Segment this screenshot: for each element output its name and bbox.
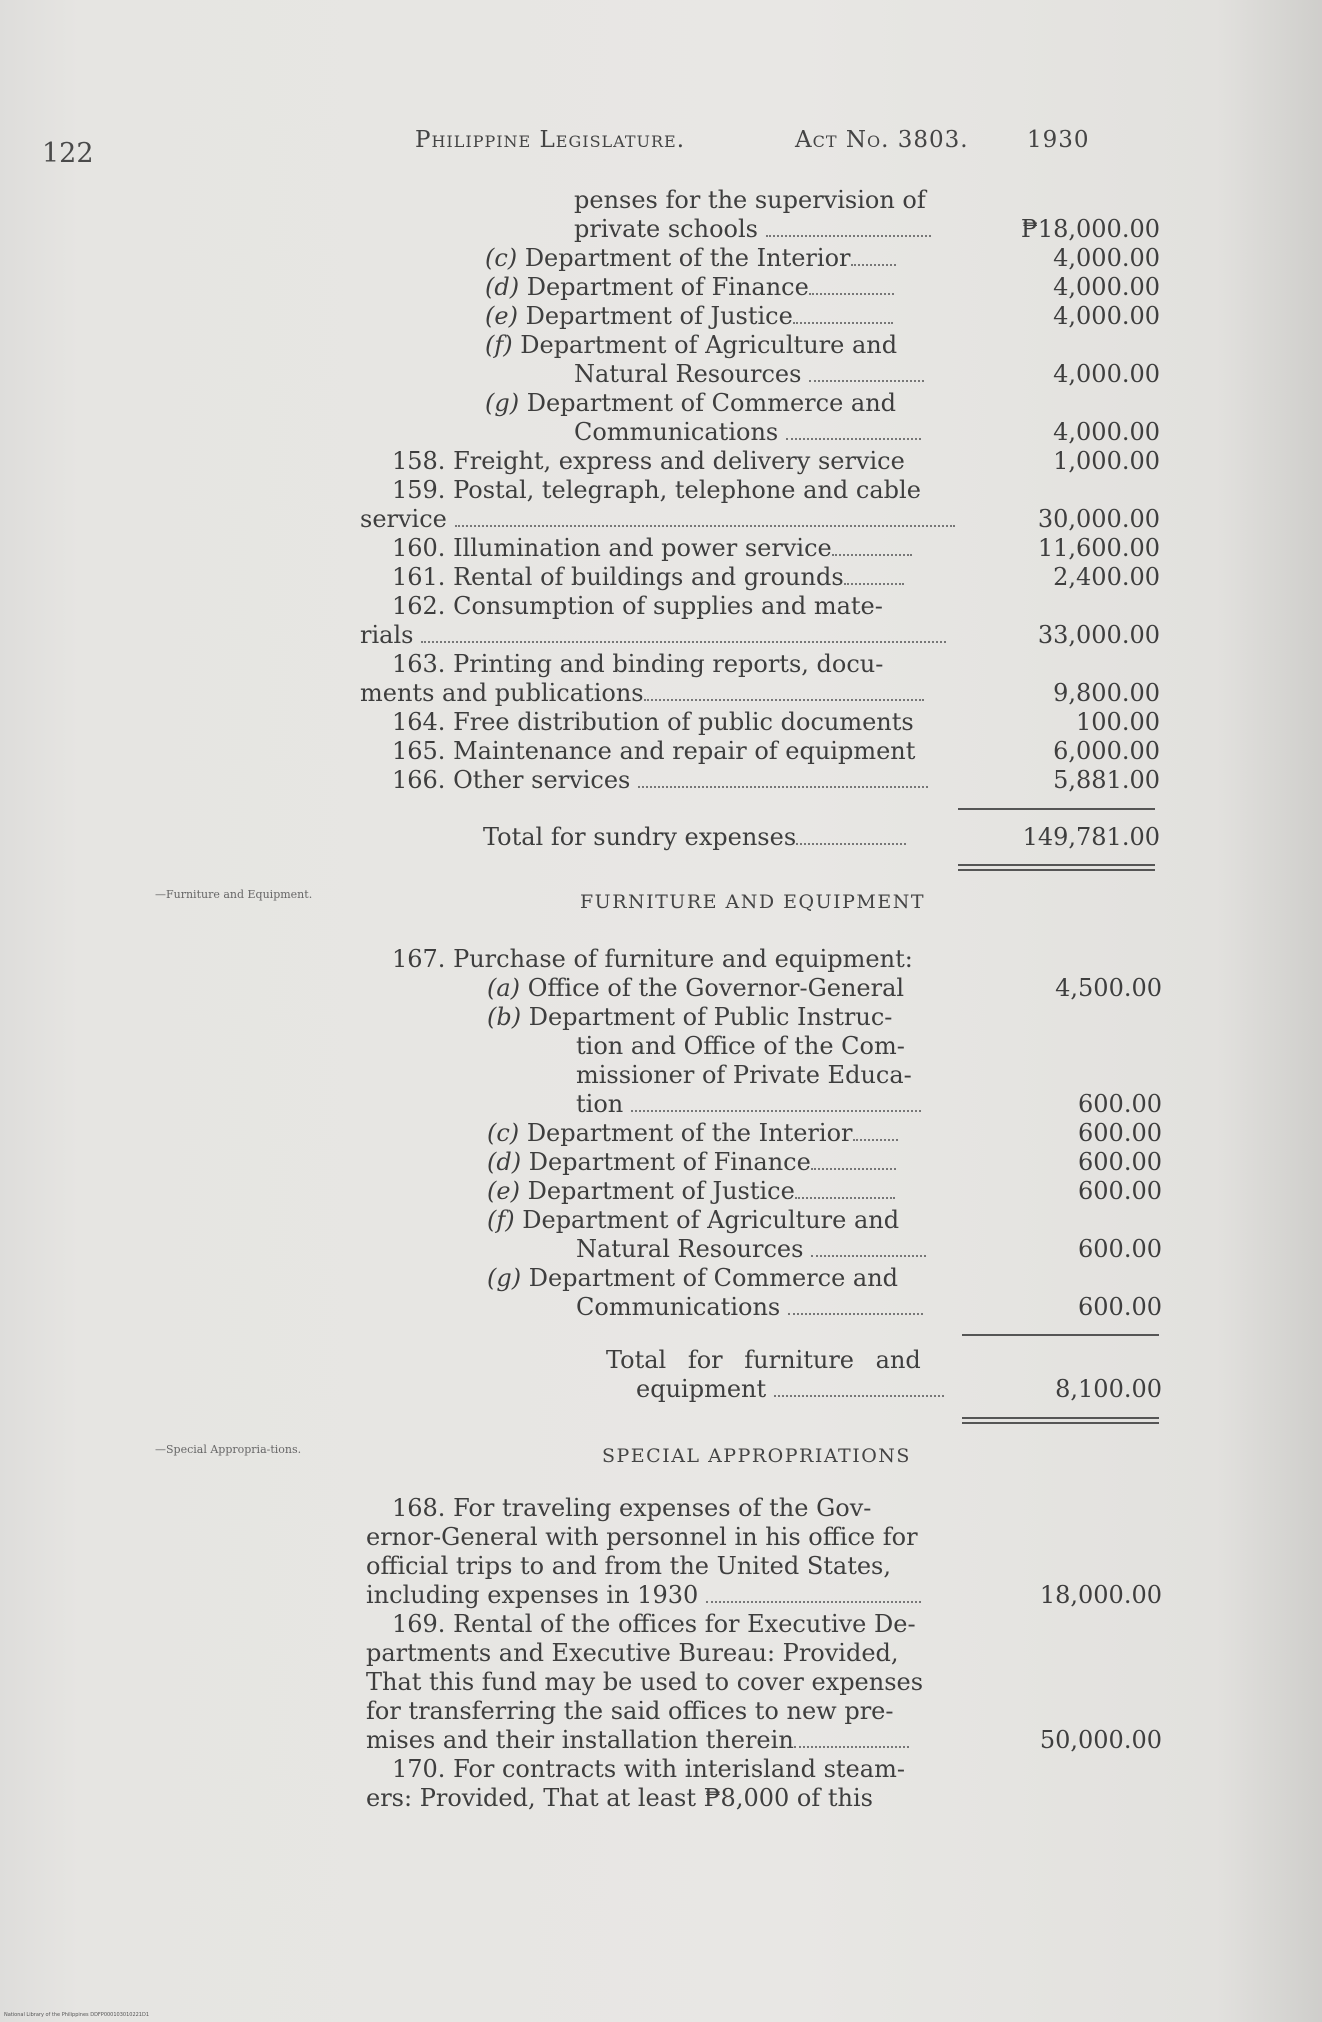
sub-item-cont: Natural Resources xyxy=(576,1235,926,1263)
sub-item-cont: missioner of Private Educa- xyxy=(576,1061,912,1089)
total-rule xyxy=(958,808,1155,810)
amount: 600.00 xyxy=(1078,1235,1162,1263)
section-heading: FURNITURE AND EQUIPMENT xyxy=(580,891,926,913)
sub-item: (d) Department of Finance xyxy=(485,273,894,301)
sub-item: (e) Department of Justice xyxy=(487,1177,895,1205)
total-amount: 8,100.00 xyxy=(1055,1375,1162,1403)
sub-item: (f) Department of Agriculture and xyxy=(485,331,898,359)
paragraph-line: 170. For contracts with interisland steam- xyxy=(392,1755,905,1783)
continuation-line: private schools xyxy=(574,215,931,243)
double-rule xyxy=(962,1417,1159,1419)
sub-item: (c) Department of the Interior xyxy=(487,1119,898,1147)
total-rule xyxy=(962,1334,1159,1336)
amount: 4,000.00 xyxy=(1053,244,1160,272)
total-label: Total for furniture and xyxy=(606,1346,921,1374)
sub-item: (a) Office of the Governor-General xyxy=(487,974,905,1002)
total-label: Total for sundry expenses xyxy=(483,823,906,851)
sub-item-cont: Communications xyxy=(576,1293,923,1321)
amount: 9,800.00 xyxy=(1053,679,1160,707)
paragraph-line: for transferring the said offices to new pre- xyxy=(366,1697,894,1725)
sub-item: (e) Department of Justice xyxy=(485,302,893,330)
paragraph-line: including expenses in 1930 xyxy=(366,1581,921,1609)
sub-item: (b) Department of Public Instruc- xyxy=(487,1003,893,1031)
line-item: 160. Illumination and power service xyxy=(392,534,912,562)
sub-item: (f) Department of Agriculture and xyxy=(487,1206,900,1234)
double-rule xyxy=(962,1422,1159,1424)
sub-item-cont: Communications xyxy=(574,418,921,446)
amount: 4,000.00 xyxy=(1053,360,1160,388)
amount: 4,000.00 xyxy=(1053,273,1160,301)
amount: 4,500.00 xyxy=(1055,974,1162,1002)
line-item-cont: ments and publications xyxy=(360,679,924,707)
amount: 4,000.00 xyxy=(1053,418,1160,446)
running-title: Philippine Legislature. xyxy=(415,127,686,153)
paragraph-line: partments and Executive Bureau: Provided, xyxy=(366,1639,899,1667)
paragraph-line: ernor-General with personnel in his office for xyxy=(366,1523,918,1551)
footer-stamp: National Library of the Philippines DDFP000103010221D1 xyxy=(4,2012,150,2018)
amount: 6,000.00 xyxy=(1053,737,1160,765)
continuation-line: penses for the supervision of xyxy=(574,186,926,214)
line-item: 165. Maintenance and repair of equipment xyxy=(392,737,916,765)
line-item: 167. Purchase of furniture and equipment: xyxy=(392,945,913,973)
act-number: Act No. 3803. xyxy=(795,127,969,153)
line-item: 159. Postal, telegraph, telephone and cable xyxy=(392,476,921,504)
amount: 600.00 xyxy=(1078,1090,1162,1118)
amount: 33,000.00 xyxy=(1037,621,1160,649)
margin-note: —Furniture and Equipment. xyxy=(155,888,313,901)
paragraph-line: mises and their installation therein xyxy=(366,1726,909,1754)
line-item-cont: service xyxy=(360,505,955,533)
sub-item-cont: Natural Resources xyxy=(574,360,924,388)
amount: 5,881.00 xyxy=(1053,766,1160,794)
amount: 600.00 xyxy=(1078,1293,1162,1321)
line-item: 161. Rental of buildings and grounds xyxy=(392,563,904,591)
line-item: 166. Other services xyxy=(392,766,928,794)
sub-item-cont: tion and Office of the Com- xyxy=(576,1032,905,1060)
double-rule xyxy=(958,869,1155,871)
section-heading: SPECIAL APPROPRIATIONS xyxy=(602,1445,911,1467)
paragraph-line: 168. For traveling expenses of the Gov- xyxy=(392,1494,872,1522)
sub-item: (g) Department of Commerce and xyxy=(487,1264,899,1292)
sub-item: (d) Department of Finance xyxy=(487,1148,896,1176)
line-item: 158. Freight, express and delivery service xyxy=(392,447,905,475)
double-rule xyxy=(958,864,1155,866)
paragraph-line: That this fund may be used to cover expenses xyxy=(366,1668,924,1696)
amount: 2,400.00 xyxy=(1053,563,1160,591)
amount: 600.00 xyxy=(1078,1148,1162,1176)
amount: 1,000.00 xyxy=(1053,447,1160,475)
amount: 600.00 xyxy=(1078,1119,1162,1147)
amount: ₱18,000.00 xyxy=(1020,215,1160,243)
amount: 50,000.00 xyxy=(1039,1726,1162,1754)
header-year: 1930 xyxy=(1027,127,1090,153)
paragraph-line: official trips to and from the United States, xyxy=(366,1552,891,1580)
sub-item-cont: tion xyxy=(576,1090,921,1118)
sub-item: (c) Department of the Interior xyxy=(485,244,896,272)
line-item-cont: rials xyxy=(360,621,946,649)
page-number: 122 xyxy=(42,138,94,169)
amount: 4,000.00 xyxy=(1053,302,1160,330)
amount: 100.00 xyxy=(1076,708,1160,736)
amount: 600.00 xyxy=(1078,1177,1162,1205)
amount: 11,600.00 xyxy=(1037,534,1160,562)
line-item: 163. Printing and binding reports, docu- xyxy=(392,650,884,678)
total-amount: 149,781.00 xyxy=(1022,823,1160,851)
line-item: 162. Consumption of supplies and mate- xyxy=(392,592,883,620)
paragraph-line: ers: Provided, That at least ₱8,000 of this xyxy=(366,1784,873,1812)
sub-item: (g) Department of Commerce and xyxy=(485,389,897,417)
line-item: 164. Free distribution of public documents xyxy=(392,708,914,736)
paragraph-line: 169. Rental of the offices for Executive De- xyxy=(392,1610,916,1638)
total-label: equipment xyxy=(636,1375,944,1403)
amount: 30,000.00 xyxy=(1037,505,1160,533)
amount: 18,000.00 xyxy=(1039,1581,1162,1609)
margin-note: —Special Appropria-tions. xyxy=(155,1443,302,1456)
